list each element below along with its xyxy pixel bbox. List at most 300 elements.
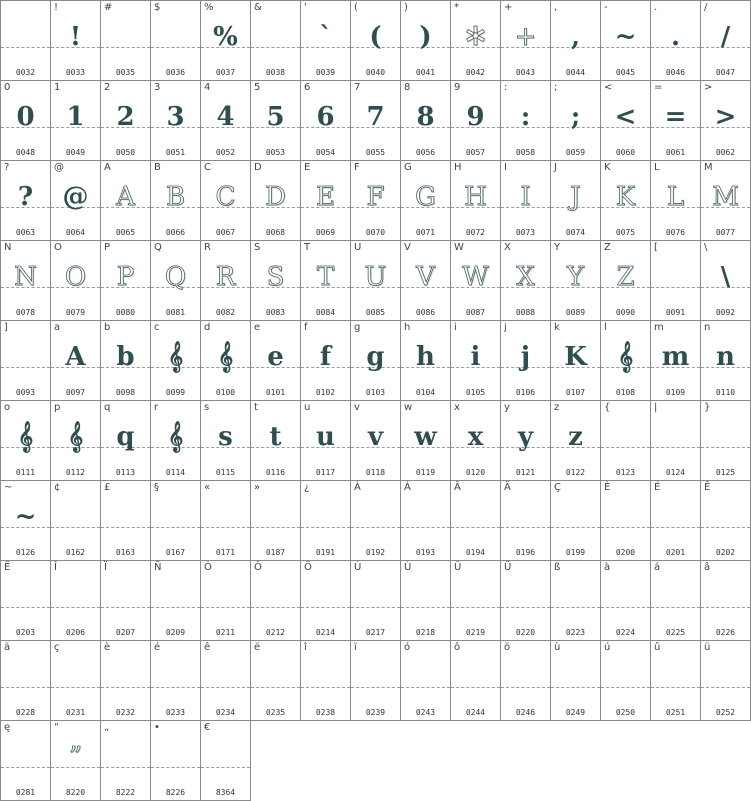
glyph-cell-label: i [454,322,457,333]
glyph-cell-label: A [104,162,111,173]
glyph-code: 0119 [415,468,436,477]
glyph-cell-label: n [704,322,711,333]
glyph-sample: 2 [116,102,135,132]
baseline-guide [51,687,100,688]
glyph-sample: 𝄞 [67,422,84,452]
glyph-cell [151,721,201,801]
glyph-cell [101,641,151,721]
glyph-sample: / [720,22,731,52]
glyph-sample: \ [720,262,731,292]
glyph-cell-label: é [154,642,161,653]
glyph-cell-label: \ [704,242,708,253]
glyph-code: 0200 [615,548,636,557]
glyph-cell-label: . [654,2,658,13]
glyph-cell-label: À [354,482,361,493]
glyph-cell [251,401,301,481]
glyph-code: 0114 [165,468,186,477]
glyph-sample: 5 [266,102,285,132]
glyph-cell-label: 5 [254,82,261,93]
glyph-code: 0225 [665,628,686,637]
glyph-code: 0105 [465,388,486,397]
glyph-sample: A [116,182,135,212]
glyph-cell-label: | [654,402,658,413]
glyph-cell [51,721,101,801]
baseline-guide [251,607,300,608]
glyph-cell [451,401,501,481]
glyph-cell [201,401,251,481]
glyph-code: 0112 [65,468,86,477]
glyph-cell-label: $ [154,2,161,13]
glyph-cell [501,481,551,561]
glyph-cell-label: ( [354,2,358,13]
glyph-code: 0039 [315,68,336,77]
glyph-code: 0251 [665,708,686,717]
glyph-sample: n [716,342,735,372]
baseline-guide [151,527,200,528]
glyph-cell [651,561,701,641]
glyph-code: 0074 [565,228,586,237]
glyph-sample: u [316,422,335,452]
glyph-code: 0121 [515,468,536,477]
baseline-guide [51,527,100,528]
glyph-cell [401,481,451,561]
glyph-code: 0070 [365,228,386,237]
glyph-cell [151,161,201,241]
glyph-code: 0249 [565,708,586,717]
glyph-cell [451,561,501,641]
glyph-code: 0062 [715,148,736,157]
glyph-cell-label: s [204,402,210,413]
glyph-code: 0090 [615,308,636,317]
glyph-cell-label: Ê [704,482,711,493]
glyph-cell [151,1,201,81]
glyph-cell [601,641,651,721]
baseline-guide [251,687,300,688]
glyph-sample: = [664,102,687,132]
glyph-cell-label: W [454,242,464,253]
baseline-guide [651,527,700,528]
glyph-code: 0110 [715,388,736,397]
glyph-cell [451,161,501,241]
glyph-cell-label: ú [604,642,611,653]
glyph-cell [351,641,401,721]
baseline-guide [601,447,650,448]
glyph-cell [451,241,501,321]
glyph-sample: e [267,342,284,372]
glyph-cell [551,161,601,241]
glyph-sample: ` [319,22,332,52]
glyph-sample: 𝄞 [167,422,184,452]
glyph-code: 0219 [465,628,486,637]
glyph-cell [701,161,751,241]
glyph-code: 0214 [315,628,336,637]
baseline-guide [151,607,200,608]
glyph-cell [701,561,751,641]
glyph-cell-label: F [354,162,360,173]
glyph-cell [251,161,301,241]
baseline-guide [101,607,150,608]
glyph-cell-label: q [104,402,111,413]
glyph-cell [651,401,701,481]
glyph-code: 0077 [715,228,736,237]
glyph-code: 8222 [115,788,136,797]
glyph-sample: ( [369,22,382,52]
glyph-cell [201,481,251,561]
glyph-cell [601,241,651,321]
glyph-code: 0250 [615,708,636,717]
glyph-cell-label: P [104,242,111,253]
glyph-code: 0196 [515,548,536,557]
glyph-cell-label: Ù [354,562,362,573]
glyph-cell-label: ] [4,322,8,333]
glyph-code: 8364 [215,788,236,797]
glyph-cell-label: ù [554,642,561,653]
glyph-cell-label: = [654,82,663,93]
glyph-cell-label: Z [604,242,611,253]
glyph-cell [701,481,751,561]
glyph-cell [701,81,751,161]
glyph-cell [301,561,351,641]
glyph-cell [401,241,451,321]
glyph-cell-label: ó [404,642,411,653]
glyph-sample: ; [570,102,581,132]
glyph-code: 0203 [15,628,36,637]
baseline-guide [201,767,250,768]
glyph-cell-label: 3 [154,82,161,93]
glyph-code: 0224 [615,628,636,637]
glyph-cell [501,241,551,321]
glyph-cell [401,1,451,81]
glyph-cell [601,321,651,401]
glyph-cell [151,641,201,721]
glyph-cell [151,321,201,401]
glyph-cell-label: ) [404,2,408,13]
glyph-cell-label: 4 [204,82,211,93]
baseline-guide [501,687,550,688]
glyph-cell-label: 1 [54,82,61,93]
glyph-cell-label: ~ [4,482,13,493]
glyph-sample: F [366,182,385,212]
baseline-guide [351,687,400,688]
glyph-cell [201,161,251,241]
glyph-code: 0108 [615,388,636,397]
glyph-cell-label: > [704,82,713,93]
glyph-code: 0104 [415,388,436,397]
glyph-code: 0079 [65,308,86,317]
glyph-cell-label: , [554,2,558,13]
glyph-cell-label: { [604,402,611,413]
glyph-cell [1,321,51,401]
glyph-sample: A [65,342,86,372]
glyph-cell-label: û [654,642,661,653]
glyph-cell [601,401,651,481]
glyph-cell-label: Ö [304,562,312,573]
glyph-cell-label: • [154,722,160,733]
glyph-code: 0066 [165,228,186,237]
glyph-cell-label: z [554,402,560,413]
glyph-cell-label: 2 [104,82,111,93]
glyph-cell-label: ; [554,82,558,93]
glyph-cell [351,321,401,401]
glyph-code: 0084 [315,308,336,317]
glyph-cell-label: 7 [354,82,361,93]
glyph-cell-label: y [504,402,510,413]
glyph-code: 0192 [365,548,386,557]
glyph-cell-label: # [104,2,113,13]
glyph-cell [501,641,551,721]
glyph-cell [201,561,251,641]
baseline-guide [701,527,750,528]
glyph-cell-label: G [404,162,412,173]
baseline-guide [651,287,700,288]
glyph-cell-label: € [204,722,211,733]
glyph-sample: : [520,102,531,132]
glyph-cell [401,321,451,401]
baseline-guide [1,47,50,48]
glyph-cell [551,481,601,561]
glyph-cell [651,241,701,321]
glyph-cell [451,1,501,81]
glyph-cell-label: C [204,162,211,173]
glyph-cell [51,241,101,321]
glyph-cell-label: J [554,162,557,173]
glyph-code: 0232 [115,708,136,717]
glyph-code: 0046 [665,68,686,77]
glyph-cell [451,641,501,721]
glyph-code: 0048 [15,148,36,157]
glyph-cell [251,1,301,81]
glyph-cell [101,561,151,641]
glyph-code: 0235 [265,708,286,717]
baseline-guide [351,527,400,528]
glyph-cell-label: f [304,322,308,333]
glyph-code: 0102 [315,388,336,397]
glyph-sample: b [116,342,135,372]
baseline-guide [1,687,50,688]
glyph-code: 0113 [115,468,136,477]
glyph-cell [1,641,51,721]
baseline-guide [501,527,550,528]
glyph-cell-label: ö [504,642,511,653]
glyph-cell [701,1,751,81]
glyph-code: 0065 [115,228,136,237]
glyph-cell [51,1,101,81]
glyph-cell [551,81,601,161]
glyph-cell-label: Ä [504,482,511,493]
glyph-sample: ~ [14,502,37,532]
glyph-cell [351,481,401,561]
glyph-cell [201,721,251,801]
glyph-code: 0037 [215,68,236,77]
glyph-cell-label: à [604,562,611,573]
glyph-code: 0209 [165,628,186,637]
glyph-sample: U [364,262,387,292]
baseline-guide [601,527,650,528]
glyph-cell [51,401,101,481]
glyph-cell [51,561,101,641]
glyph-code: 0040 [365,68,386,77]
glyph-code: 0100 [215,388,236,397]
baseline-guide [701,607,750,608]
glyph-code: 0202 [715,548,736,557]
glyph-sample: K [564,342,587,372]
glyph-cell [301,321,351,401]
glyph-code: 0058 [515,148,536,157]
glyph-sample: ! [69,22,82,52]
glyph-cell [1,561,51,641]
glyph-sample: 3 [166,102,185,132]
glyph-cell [551,401,601,481]
glyph-code: 0055 [365,148,386,157]
glyph-sample: M [712,182,739,212]
glyph-cell [251,81,301,161]
baseline-guide [201,607,250,608]
glyph-cell [251,241,301,321]
glyph-code: 0191 [315,548,336,557]
glyph-code: 0125 [715,468,736,477]
glyph-cell [401,641,451,721]
glyph-sample: S [266,262,285,292]
glyph-code: 0116 [265,468,286,477]
glyph-cell-label: ' [304,2,307,13]
glyph-cell [101,241,151,321]
glyph-code: 0053 [265,148,286,157]
baseline-guide [601,607,650,608]
baseline-guide [151,767,200,768]
glyph-code: 0057 [465,148,486,157]
glyph-sample: . [670,22,681,52]
glyph-cell-label: Â [454,482,461,493]
glyph-cell-label: D [254,162,262,173]
glyph-cell [701,321,751,401]
baseline-guide [701,447,750,448]
glyph-cell-label: h [404,322,411,333]
glyph-code: 0217 [365,628,386,637]
glyph-cell [301,161,351,241]
glyph-sample: ” [68,742,83,772]
glyph-code: 0246 [515,708,536,717]
glyph-cell [1,1,51,81]
glyph-cell-label: ¢ [54,482,61,493]
glyph-code: 0199 [565,548,586,557]
glyph-sample: ~ [614,22,637,52]
glyph-code: 0103 [365,388,386,397]
glyph-cell [101,81,151,161]
glyph-code: 0054 [315,148,336,157]
glyph-sample: E [316,182,335,212]
glyph-cell-label: [ [654,242,658,253]
glyph-code: 0041 [415,68,436,77]
glyph-cell [551,561,601,641]
glyph-cell [601,161,651,241]
glyph-cell-label: Ë [4,562,11,573]
baseline-guide [651,687,700,688]
glyph-cell [1,481,51,561]
glyph-cell [151,81,201,161]
glyph-cell-label: L [654,162,660,173]
glyph-cell-label: O [54,242,62,253]
glyph-sample: N [14,262,37,292]
glyph-code: 0117 [315,468,336,477]
glyph-cell [51,161,101,241]
glyph-cell-label: ç [54,642,60,653]
glyph-cell [351,401,401,481]
glyph-cell-label: / [704,2,708,13]
glyph-code: 0163 [115,548,136,557]
glyph-code: 0115 [215,468,236,477]
glyph-code: 0043 [515,68,536,77]
baseline-guide [401,687,450,688]
glyph-code: 0107 [565,388,586,397]
glyph-cell [401,561,451,641]
glyph-cell-label: Ú [404,562,412,573]
glyph-code: 0063 [15,228,36,237]
glyph-cell-label: % [204,2,214,13]
glyph-code: 0098 [115,388,136,397]
glyph-code: 0036 [165,68,186,77]
glyph-cell-label: g [354,322,361,333]
baseline-guide [301,527,350,528]
glyph-cell [401,161,451,241]
glyph-sample: C [215,182,236,212]
glyph-sample: f [319,342,332,372]
glyph-cell [51,81,101,161]
glyph-code: 0073 [515,228,536,237]
glyph-cell-label: ß [554,562,561,573]
glyph-cell-label: 0 [4,82,11,93]
glyph-cell [501,81,551,161]
glyph-cell-label: Ô [254,562,262,573]
glyph-cell-label: V [404,242,411,253]
glyph-cell-label: ë [254,642,261,653]
glyph-code: 0252 [715,708,736,717]
glyph-cell [251,321,301,401]
glyph-cell-label: & [254,2,262,13]
baseline-guide [101,527,150,528]
glyph-cell [51,481,101,561]
glyph-sample: j [520,342,531,372]
glyph-code: 0042 [465,68,486,77]
glyph-cell-label: î [304,642,307,653]
glyph-sample: L [666,182,685,212]
glyph-cell [351,81,401,161]
glyph-sample: X [516,262,535,292]
glyph-cell-label: w [404,402,413,413]
glyph-code: 0162 [65,548,86,557]
glyph-cell-label: Ó [204,562,212,573]
glyph-cell-label: Ñ [154,562,162,573]
glyph-cell [101,401,151,481]
glyph-code: 0092 [715,308,736,317]
glyph-code: 0038 [265,68,286,77]
glyph-cell [501,1,551,81]
glyph-cell-label: ô [454,642,461,653]
glyph-sample: T [316,262,335,292]
glyph-cell [351,241,401,321]
glyph-code: 0060 [615,148,636,157]
glyph-cell-label: d [204,322,211,333]
glyph-cell-label: È [604,482,611,493]
baseline-guide [551,607,600,608]
glyph-sample: 6 [316,102,335,132]
glyph-cell [51,641,101,721]
glyph-code: 0206 [65,628,86,637]
glyph-code: 0072 [465,228,486,237]
glyph-code: 0207 [115,628,136,637]
glyph-sample: R [215,262,236,292]
glyph-sample: H [464,182,487,212]
glyph-cell [101,161,151,241]
